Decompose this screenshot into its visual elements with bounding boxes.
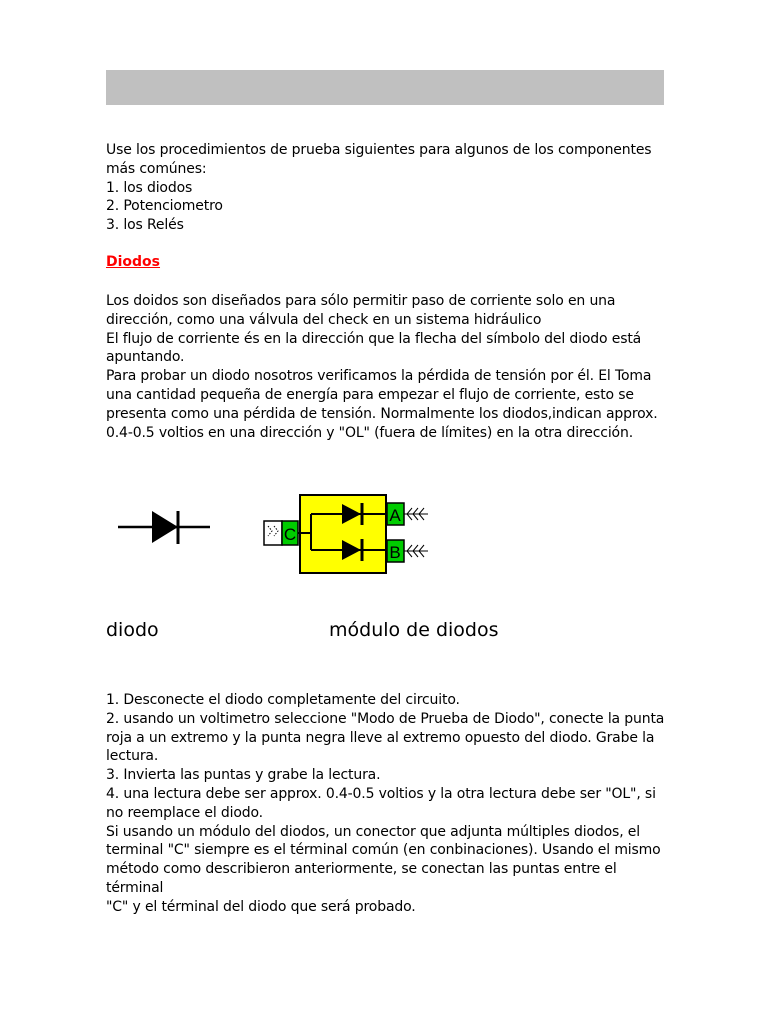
- procedure-line: 4. una lectura debe ser approx. 0.4-0.5 voltios y la otra lectura debe ser "OL", si: [106, 785, 656, 802]
- paragraph-line: dirección, como una válvula del check en un sistema hidráulico: [106, 311, 542, 328]
- procedure-line: "C" y el términal del diodo que será probado.: [106, 898, 416, 915]
- procedure-line: roja a un extremo y la punta negra lleve al extremo opuesto del diodo. Grabe la: [106, 729, 655, 746]
- procedure-line: 3. Invierta las puntas y grabe la lectura.: [106, 767, 381, 784]
- procedure-line: 2. usando un voltimetro seleccione "Modo de Prueba de Diodo", conecte la punta: [106, 710, 665, 727]
- diode-symbol-icon: [118, 511, 210, 544]
- paragraph-line: El flujo de corriente és en la dirección que la flecha del símbolo del diodo está: [106, 330, 642, 347]
- diodes-paragraph: [106, 292, 666, 442]
- list-item-diodos: 1. los diodos: [106, 179, 193, 196]
- intro-line: Use los procedimientos de prueba siguientes para algunos de los componentes: [106, 142, 652, 158]
- caption-diodo: diodo: [106, 619, 159, 641]
- caption-modulo-de-diodos: módulo de diodos: [329, 619, 499, 641]
- procedure-line: Si usando un módulo del diodos, un conector que adjunta múltiples diodos, el: [106, 823, 640, 840]
- header-bar: [106, 70, 664, 105]
- paragraph-line: Para probar un diodo nosotros verificamos la pérdida de tensión por él. El Toma: [106, 368, 652, 385]
- section-heading-diodos: Diodos: [106, 254, 161, 270]
- intro-line: más comúnes:: [106, 160, 207, 177]
- procedure-line: no reemplace el diodo.: [106, 804, 263, 821]
- procedure-line: método como describieron anteriormente, se conectan las puntas entre el términal: [106, 861, 617, 896]
- procedure-line: lectura.: [106, 748, 159, 765]
- paragraph-line: Los doidos son diseñados para sólo permitir paso de corriente solo en una: [106, 293, 616, 309]
- paragraph-line: 0.4-0.5 voltios en una dirección y "OL" (fuera de límites) en la otra dirección.: [106, 424, 634, 441]
- paragraph-line: presenta como una pérdida de tensión. Normalmente los diodos,indican approx.: [106, 405, 658, 422]
- terminal-c-label: C: [283, 525, 297, 544]
- procedure-text: [106, 691, 666, 917]
- terminal-b-label: B: [389, 543, 401, 562]
- paragraph-line: apuntando.: [106, 349, 185, 366]
- procedure-line: terminal "C" siempre es el términal común (en conbinaciones). Usando el mismo: [106, 842, 661, 859]
- list-item-potenciometro: 2. Potenciometro: [106, 198, 223, 215]
- intro-text: [106, 141, 666, 235]
- paragraph-line: una cantidad pequeña de energía para empezar el flujo de corriente, esto se: [106, 386, 634, 403]
- diode-figure: [106, 478, 460, 580]
- terminal-a-label: A: [389, 506, 401, 525]
- list-item-reles: 3. los Relés: [106, 217, 184, 234]
- procedure-line: 1. Desconecte el diodo completamente del circuito.: [106, 692, 460, 708]
- diode-module-icon: [264, 495, 428, 573]
- diode-figure-svg: [106, 478, 460, 580]
